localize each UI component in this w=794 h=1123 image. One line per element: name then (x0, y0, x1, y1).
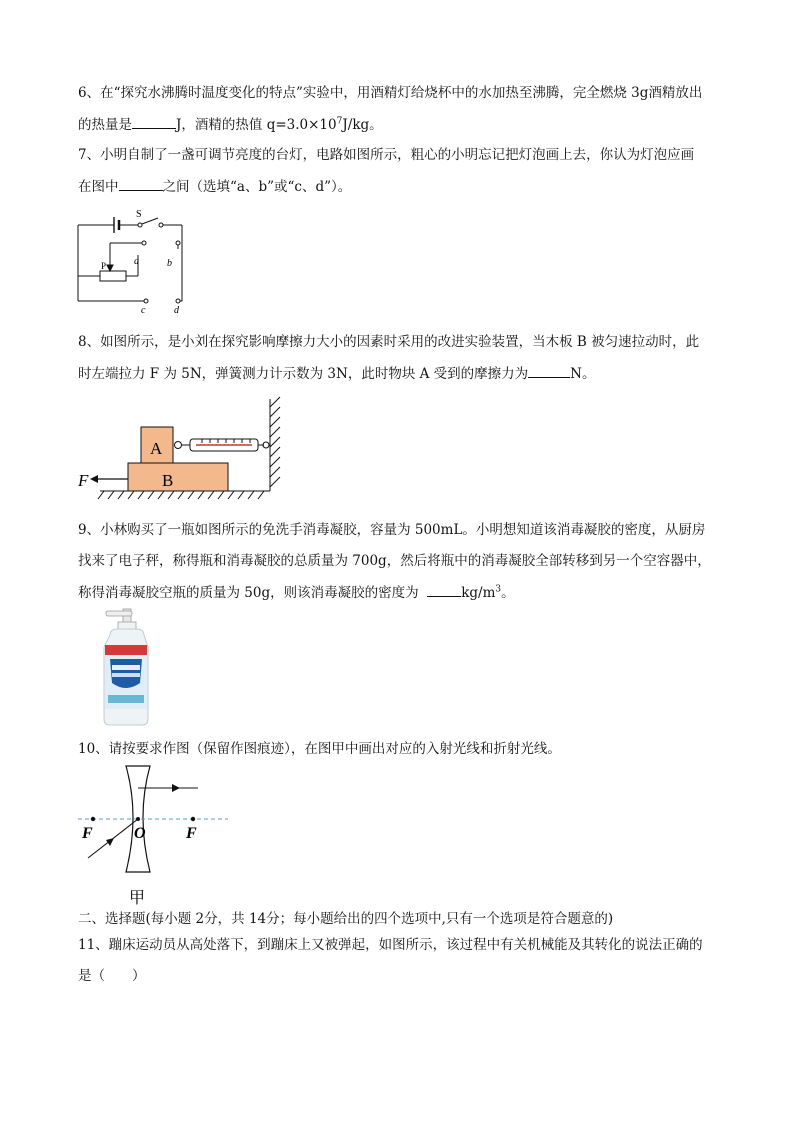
q9-line3 (78, 583, 515, 602)
q7-line1: 7、小明自制了一盏可调节亮度的台灯，电路如图所示，粗心的小明忘记把灯泡画上去，你认为灯泡应画 (78, 147, 695, 163)
label-a: a (134, 256, 139, 267)
q6-text-c: J/kg。 (342, 117, 383, 133)
q8-answer-blank[interactable] (528, 364, 570, 378)
q9-line2: 找来了电子秤，称得瓶和消毒凝胶的总质量为 700g，然后将瓶中的消毒凝胶全部转移到另一个空容器中， (78, 553, 711, 569)
label-c: c (141, 305, 146, 316)
spring-scale (175, 439, 270, 451)
q8-friction-apparatus (74, 393, 286, 505)
board-b (128, 463, 228, 491)
label-slider: P (101, 261, 107, 271)
q6-line2 (78, 115, 383, 134)
q6-answer-blank[interactable] (132, 115, 176, 129)
q9-exponent: 3 (495, 584, 502, 595)
label-focus-left: F (82, 825, 93, 842)
q9-text-c: 。 (501, 585, 515, 601)
section2-heading: 二、选择题(每小题 2分，共 14分；每小题给出的四个选项中,只有一个选项是符合题意的) (78, 911, 614, 927)
label-b: b (167, 258, 172, 269)
q8-text-a: 时左端拉力 F 为 5N，弹簧测力计示数为 3N，此时物块 A 受到的摩擦力为 (78, 366, 529, 382)
label-focus-right: F (186, 825, 197, 842)
label-d: d (174, 305, 179, 316)
q8-text-b: N。 (570, 366, 596, 382)
figure-caption: 甲 (129, 888, 146, 907)
q10-concave-lens-diagram (78, 760, 238, 910)
label-center-o: O (134, 825, 146, 842)
q7-text-b: 之间（选填“a、b”或“c、d”）。 (162, 179, 352, 195)
label-block-a: A (150, 439, 163, 458)
q9-line1: 9、小林购买了一瓶如图所示的免洗手消毒凝胶，容量为 500mL。小明想知道该消毒凝胶的密度，从厨房 (78, 522, 706, 538)
q9-text-b: kg/m (461, 585, 496, 601)
label-switch: S (136, 209, 142, 220)
q10-line1: 10、请按要求作图（保留作图痕迹），在图甲中画出对应的入射光线和折射光线。 (78, 741, 561, 757)
q6-exponent: 7 (336, 116, 343, 127)
q6-text-b: J，酒精的热值 q=3.0×10 (176, 117, 337, 133)
sanitizer-bottle-image (96, 607, 160, 727)
q8-line2 (78, 364, 595, 383)
q11-line2: 是（ ） (78, 968, 146, 984)
q8-line1: 8、如图所示，是小刘在探究影响摩擦力大小的因素时采用的改进实验装置，当木板 B 被匀速拉动时，此 (78, 334, 700, 350)
q7-line2 (78, 177, 351, 196)
label-force-f: F (78, 471, 89, 490)
q7-text-a: 在图中 (78, 179, 119, 195)
q7-circuit-diagram (70, 205, 200, 317)
q11-line1: 11、蹦床运动员从高处落下，到蹦床上又被弹起，如图所示，该过程中有关机械能及其转化的说法正确的 (78, 937, 703, 953)
q6-text-a: 的热量是 (78, 117, 132, 133)
q9-answer-blank[interactable] (427, 583, 461, 597)
q7-answer-blank[interactable] (119, 177, 163, 191)
label-board-b: B (162, 471, 174, 490)
q9-text-a: 称得消毒凝胶空瓶的质量为 50g，则该消毒凝胶的密度为 (78, 585, 419, 601)
q6-line1: 6、在“探究水沸腾时温度变化的特点”实验中，用酒精灯给烧杯中的水加热至沸腾，完全燃烧 3g酒精放出 (78, 85, 703, 101)
